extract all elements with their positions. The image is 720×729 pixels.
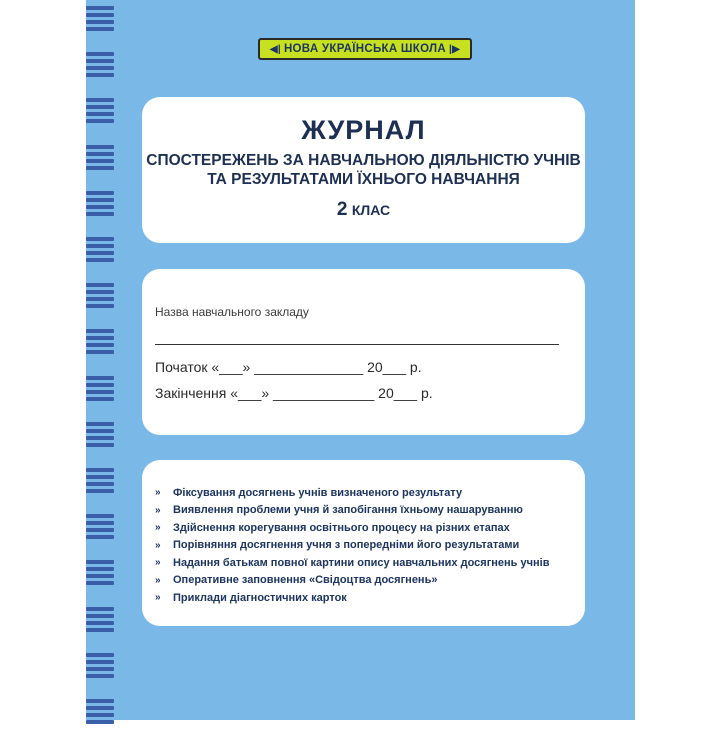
spiral-coil xyxy=(86,560,114,590)
feature-item xyxy=(155,554,549,572)
grade-word: КЛАС xyxy=(351,202,391,218)
school-name-line xyxy=(155,344,559,345)
spiral-coil xyxy=(86,329,114,359)
journal-subtitle xyxy=(142,151,585,189)
spiral-coil xyxy=(86,237,114,267)
grade-number: 2 xyxy=(336,199,348,220)
spiral-coil xyxy=(86,283,114,313)
spiral-coil xyxy=(86,6,114,36)
spiral-coil xyxy=(86,607,114,637)
series-badge xyxy=(258,38,472,60)
end-date-line: Закінчення «___» _____________ 20___ р. xyxy=(155,385,433,401)
subtitle-line-2: ТА РЕЗУЛЬТАТАМИ ЇХНЬОГО НАВЧАННЯ xyxy=(207,171,520,188)
start-date-line: Початок «___» ______________ 20___ р. xyxy=(155,359,422,375)
features-panel xyxy=(142,460,585,626)
feature-text: Оперативне заповнення «Свідоцтва досягнень» xyxy=(173,574,438,587)
double-arrow-icon: » xyxy=(155,557,161,569)
feature-text: Надання батькам повної картини опису навчальних досягнень учнів xyxy=(173,556,550,569)
double-arrow-icon: » xyxy=(155,539,161,551)
double-arrow-icon: » xyxy=(155,592,161,604)
spiral-coil xyxy=(86,653,114,683)
double-arrow-icon: » xyxy=(155,487,161,499)
subtitle-line-1: СПОСТЕРЕЖЕНЬ ЗА НАВЧАЛЬНОЮ ДІЯЛЬНІСТЮ УЧНІВ xyxy=(146,152,581,169)
spiral-coil xyxy=(86,514,114,544)
badge-text: НОВА УКРАЇНСЬКА ШКОЛА xyxy=(283,43,447,55)
spiral-coil xyxy=(86,52,114,82)
double-arrow-icon: » xyxy=(155,504,161,516)
spiral-binding xyxy=(86,0,116,720)
feature-item xyxy=(155,589,549,607)
feature-text: Приклади діагностичних карток xyxy=(173,591,347,604)
feature-item xyxy=(155,502,549,520)
badge-left-mark: ◀| xyxy=(269,43,281,55)
feature-text: Фіксування досягнень учнів визначеного результату xyxy=(173,486,463,499)
feature-text: Виявлення проблеми учня й запобігання їхньому нашаруванню xyxy=(173,504,523,517)
spiral-coil xyxy=(86,422,114,452)
feature-item xyxy=(155,519,549,537)
journal-title: ЖУРНАЛ xyxy=(301,115,426,145)
title-panel xyxy=(142,97,585,243)
feature-item xyxy=(155,537,549,555)
spiral-coil xyxy=(86,191,114,221)
features-list xyxy=(155,484,549,607)
feature-item xyxy=(155,484,549,502)
info-form-panel xyxy=(142,269,585,435)
spiral-coil xyxy=(86,376,114,406)
spiral-coil xyxy=(86,699,114,729)
school-name-label: Назва навчального закладу xyxy=(155,305,309,319)
badge-right-mark: |▶ xyxy=(449,43,461,55)
spiral-coil xyxy=(86,468,114,498)
feature-text: Порівняння досягнення учня з попередніми його результатами xyxy=(173,539,520,552)
double-arrow-icon: » xyxy=(155,522,161,534)
feature-text: Здійснення корегування освітнього процесу на різних етапах xyxy=(173,521,510,534)
feature-item xyxy=(155,572,549,590)
spiral-coil xyxy=(86,98,114,128)
grade-label xyxy=(142,199,585,221)
spiral-coil xyxy=(86,145,114,175)
double-arrow-icon: » xyxy=(155,574,161,586)
